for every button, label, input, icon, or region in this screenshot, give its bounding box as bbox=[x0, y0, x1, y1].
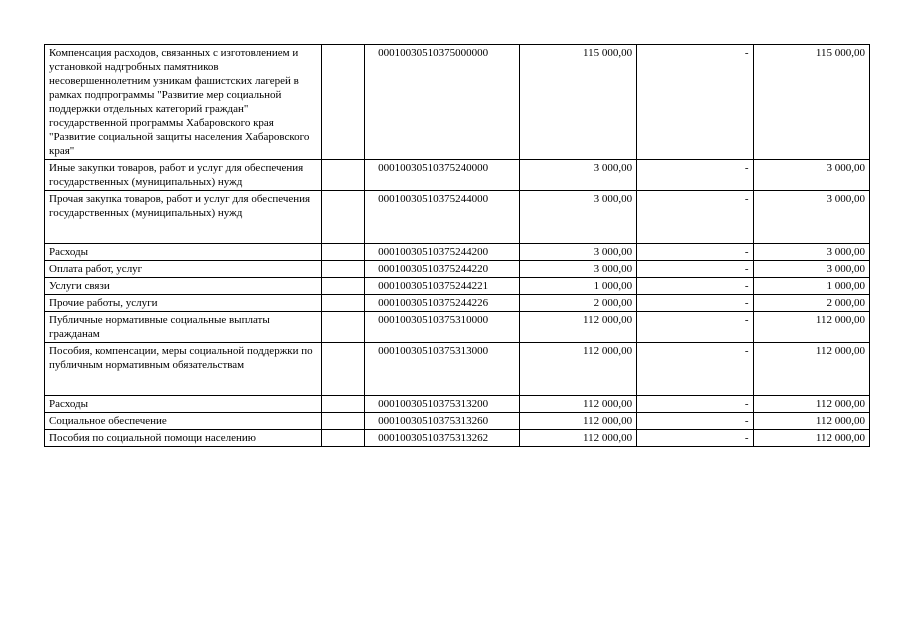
row-executed-cell: - bbox=[637, 413, 753, 430]
table-row bbox=[45, 160, 870, 191]
row-remaining-cell: 112 000,00 bbox=[753, 343, 869, 396]
table-row bbox=[45, 413, 870, 430]
empty-cell bbox=[322, 160, 365, 191]
row-name-cell: Прочие работы, услуги bbox=[45, 295, 322, 312]
empty-cell bbox=[322, 261, 365, 278]
table-row bbox=[45, 261, 870, 278]
row-name-cell: Социальное обеспечение bbox=[45, 413, 322, 430]
empty-cell bbox=[322, 312, 365, 343]
table-row bbox=[45, 45, 870, 160]
empty-cell bbox=[322, 295, 365, 312]
row-name-cell: Прочая закупка товаров, работ и услуг для обеспечения государственных (муниципальных) нужд bbox=[45, 191, 322, 244]
row-executed-cell: - bbox=[637, 191, 753, 244]
row-code-cell: 00010030510375313260 bbox=[365, 413, 520, 430]
row-remaining-cell: 112 000,00 bbox=[753, 312, 869, 343]
row-name-cell: Компенсация расходов, связанных с изготовлением и установкой надгробных памятников несовершеннолетним узникам фашистских лагерей в рамках подпрограммы "Развитие мер социальной поддержки отдельных категорий граждан" государственной программы Хабаровского края "Развитие социальной защиты населения Хабаровского края" bbox=[45, 45, 322, 160]
table-row bbox=[45, 396, 870, 413]
row-name-cell: Публичные нормативные социальные выплаты гражданам bbox=[45, 312, 322, 343]
row-code-cell: 00010030510375310000 bbox=[365, 312, 520, 343]
row-name-cell: Услуги связи bbox=[45, 278, 322, 295]
row-executed-cell: - bbox=[637, 295, 753, 312]
row-executed-cell: - bbox=[637, 261, 753, 278]
row-remaining-cell: 3 000,00 bbox=[753, 244, 869, 261]
row-approved-cell: 3 000,00 bbox=[519, 191, 636, 244]
row-approved-cell: 112 000,00 bbox=[519, 413, 636, 430]
row-remaining-cell: 115 000,00 bbox=[753, 45, 869, 160]
row-executed-cell: - bbox=[637, 312, 753, 343]
empty-cell bbox=[322, 396, 365, 413]
row-name-cell: Иные закупки товаров, работ и услуг для обеспечения государственных (муниципальных) нужд bbox=[45, 160, 322, 191]
row-name-cell: Расходы bbox=[45, 396, 322, 413]
empty-cell bbox=[322, 191, 365, 244]
empty-cell bbox=[322, 45, 365, 160]
row-executed-cell: - bbox=[637, 244, 753, 261]
empty-cell bbox=[322, 343, 365, 396]
table-row bbox=[45, 295, 870, 312]
table-row bbox=[45, 191, 870, 244]
row-code-cell: 00010030510375244226 bbox=[365, 295, 520, 312]
row-remaining-cell: 3 000,00 bbox=[753, 191, 869, 244]
row-approved-cell: 2 000,00 bbox=[519, 295, 636, 312]
row-approved-cell: 112 000,00 bbox=[519, 396, 636, 413]
row-remaining-cell: 2 000,00 bbox=[753, 295, 869, 312]
row-executed-cell: - bbox=[637, 278, 753, 295]
row-name-cell: Пособия по социальной помощи населению bbox=[45, 430, 322, 447]
row-approved-cell: 112 000,00 bbox=[519, 430, 636, 447]
table-row bbox=[45, 244, 870, 261]
empty-cell bbox=[322, 278, 365, 295]
row-executed-cell: - bbox=[637, 430, 753, 447]
row-executed-cell: - bbox=[637, 160, 753, 191]
row-remaining-cell: 112 000,00 bbox=[753, 413, 869, 430]
row-name-cell: Расходы bbox=[45, 244, 322, 261]
empty-cell bbox=[322, 244, 365, 261]
row-approved-cell: 112 000,00 bbox=[519, 312, 636, 343]
row-approved-cell: 3 000,00 bbox=[519, 261, 636, 278]
row-code-cell: 00010030510375244220 bbox=[365, 261, 520, 278]
row-code-cell: 00010030510375244221 bbox=[365, 278, 520, 295]
table-row bbox=[45, 312, 870, 343]
table-row bbox=[45, 278, 870, 295]
row-remaining-cell: 112 000,00 bbox=[753, 396, 869, 413]
expenditure-table bbox=[44, 44, 870, 447]
row-approved-cell: 1 000,00 bbox=[519, 278, 636, 295]
row-remaining-cell: 112 000,00 bbox=[753, 430, 869, 447]
row-code-cell: 00010030510375313262 bbox=[365, 430, 520, 447]
row-code-cell: 00010030510375313000 bbox=[365, 343, 520, 396]
row-executed-cell: - bbox=[637, 343, 753, 396]
row-code-cell: 00010030510375313200 bbox=[365, 396, 520, 413]
row-approved-cell: 3 000,00 bbox=[519, 244, 636, 261]
row-code-cell: 00010030510375244200 bbox=[365, 244, 520, 261]
row-name-cell: Пособия, компенсации, меры социальной поддержки по публичным нормативным обязательствам bbox=[45, 343, 322, 396]
row-approved-cell: 112 000,00 bbox=[519, 343, 636, 396]
empty-cell bbox=[322, 413, 365, 430]
table-row bbox=[45, 343, 870, 396]
empty-cell bbox=[322, 430, 365, 447]
row-code-cell: 00010030510375244000 bbox=[365, 191, 520, 244]
row-executed-cell: - bbox=[637, 396, 753, 413]
table-row bbox=[45, 430, 870, 447]
row-remaining-cell: 1 000,00 bbox=[753, 278, 869, 295]
row-executed-cell: - bbox=[637, 45, 753, 160]
row-remaining-cell: 3 000,00 bbox=[753, 160, 869, 191]
row-approved-cell: 3 000,00 bbox=[519, 160, 636, 191]
row-remaining-cell: 3 000,00 bbox=[753, 261, 869, 278]
row-name-cell: Оплата работ, услуг bbox=[45, 261, 322, 278]
row-code-cell: 00010030510375240000 bbox=[365, 160, 520, 191]
row-code-cell: 00010030510375000000 bbox=[365, 45, 520, 160]
row-approved-cell: 115 000,00 bbox=[519, 45, 636, 160]
